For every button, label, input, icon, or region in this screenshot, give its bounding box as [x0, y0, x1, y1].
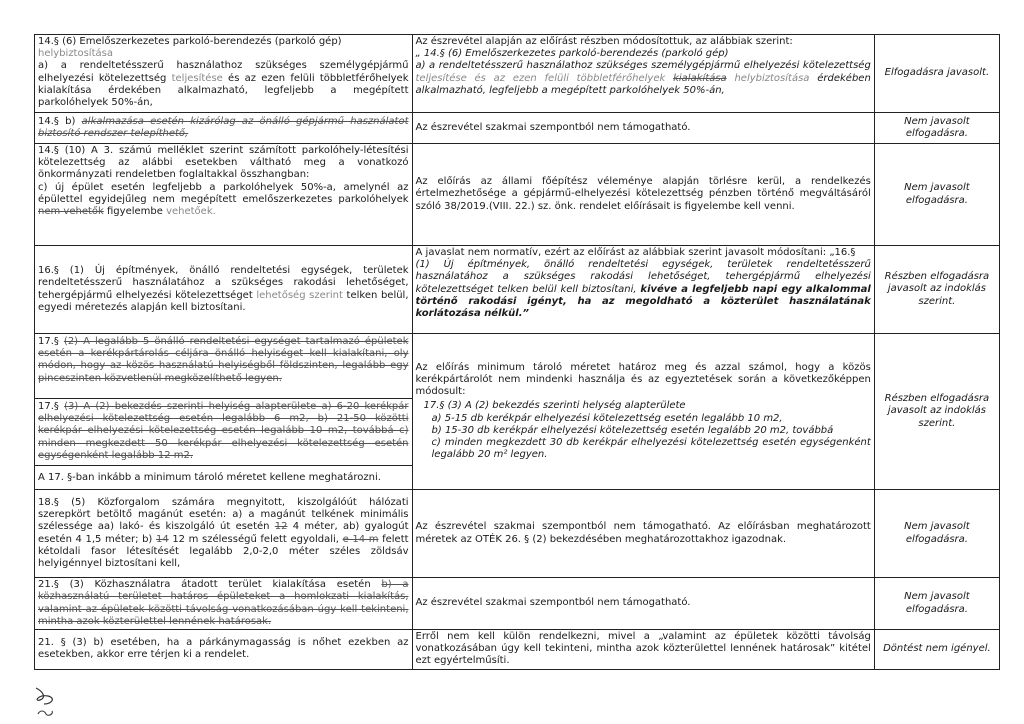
added-text: helybiztosítása: [38, 48, 113, 60]
provision-heading: 14.§ (10) A 3. számú melléklet szerint számított parkolóhely-létesítési kötelezettség az alábbi esetekben váltható meg a vonatkozó önkormányzati rendeletben foglaltakkal összhangban:: [38, 145, 409, 181]
provision-text: 4 méter, ab) gyalogút esetén 4 1,5 méter; b): [38, 521, 409, 545]
provision-text: felett kétoldali fasor létesítését legalább 2,0-2,0 méter széles zöldsáv helyigénnyel biztosítani kell,: [38, 533, 409, 569]
original-provision-cell: [35, 334, 413, 490]
response-cell: Az észrevétel szakmai szempontból nem támogatható. Az előírásban meghatározott méretek az OTÉK 26. § (2) bekezdésében meghatározottakhoz igazodnak.: [412, 490, 874, 578]
deleted-text: alkalmazása esetén kizárólag az önálló gépjármű használatot biztosító rendszer telepíthető,: [38, 115, 409, 139]
original-provision-cell: [35, 35, 413, 113]
original-provision-cell: [35, 113, 413, 144]
handwritten-signature: [30, 684, 70, 718]
deleted-text: (2) A legalább 5 önálló rendeltetési egységet tartalmazó épületek esetén a kerékpártárolás céljára önálló helyiséget kell kialakítani, oly módon, hogy az közös használatú helyiségből földszinten, legalább egy pinceszinten közvetlenül megközelíthető legyen.: [38, 336, 409, 384]
response-cell: Az előírás az állami főépítész véleménye alapján törlésre kerül, a rendelkezés értelmezhetősége a gépjármű-elhelyezési kötelezettség pénzben történő megváltásáról szóló 38/2019.(VIII. 22.) sz. önk. rendelet előírásait is figyelembe kell venni.: [412, 144, 874, 246]
original-provision-cell: 21. § (3) b) esetében, ha a párkánymagasság is nőhet ezekben az esetekben, akkor erre térjen ki a rendelet.: [35, 630, 413, 670]
comments-table: [34, 34, 1000, 670]
response-cell: Erről nem kell külön rendelkezni, mivel a „valamint az épületek közötti távolság vonatkozásában úgy kell tekinteni, mintha azok közterülettel lennének határosak” kitétel ezt egyértelműsíti.: [412, 630, 874, 670]
provision-text: figyelembe: [107, 206, 163, 218]
table-row: [35, 113, 1000, 144]
table-row: [35, 490, 1000, 578]
response-cell: Az észrevétel szakmai szempontból nem támogatható.: [412, 578, 874, 630]
sub-provision: [35, 334, 412, 399]
provision-heading: 14.§ (6) Emelőszerkezetes parkoló-berendezés (parkoló gép): [38, 36, 342, 47]
amended-heading: 17.§ (3) A (2) bekezdés szerinti helység alapterülete: [423, 400, 686, 412]
amended-item: c) minden megkezdett 30 db kerékpár elhelyezési kötelezettség esetén egységenként legalább 20 m² legyen.: [431, 436, 871, 461]
deleted-text: kialakítása: [673, 72, 727, 84]
table-row: [35, 630, 1000, 670]
response-cell: [412, 35, 874, 113]
original-provision-cell: [35, 578, 413, 630]
provision-heading: 17.§: [38, 336, 59, 347]
decision-cell: Nem javasolt elfogadásra.: [874, 144, 999, 246]
provision-text: és az ezen felüli többletférőhelyek kialakítása érdekében alkalmazható, legfeljebb a megépített parkolóhelyek 50%-án,: [38, 72, 409, 109]
decision-cell: Elfogadásra javasolt.: [874, 35, 999, 113]
amended-item: a) 5-15 db kerékpár elhelyezési kötelezettség esetén legalább 10 m2,: [431, 412, 783, 424]
provision-text: 16.§ (1) Új építmények, önálló rendeltetési egységek, területek rendeltetésszerű használatához a szükséges rakodási lehetőséget, tehergépjármű elhelyezési kötelezettséget: [38, 265, 409, 301]
added-text: teljesítése: [171, 72, 223, 84]
added-text: helybiztosítása: [734, 72, 810, 84]
provision-text: a) a rendeltetésszerű használathoz szükséges személygépjármű elhelyezési kötelezettség: [38, 60, 409, 84]
comment-text: A 17. §-ban inkább a minimum tároló méretet kellene meghatározni.: [35, 465, 412, 486]
provision-heading: 17.§: [38, 401, 59, 412]
provision-heading: 14.§ b): [38, 115, 76, 127]
inserted-clause: kivéve a legfeljebb napi egy alkalommal történő rakodási igényt, ha az megoldható a közterület használatának korlátozása nélkül.”: [415, 283, 871, 320]
amended-item: b) 15-30 db kerékpár elhelyezési kötelezettség esetén legalább 20 m2, továbbá: [431, 424, 834, 436]
amended-text: érdekében alkalmazható, legfeljebb a megépített parkolóhelyek 50%-án,: [415, 72, 871, 96]
table-row: [35, 246, 1000, 334]
decision-cell: Részben elfogadásra javasolt az indoklás szerint.: [874, 246, 999, 334]
sub-provision: [35, 399, 412, 465]
provision-text: 18.§ (5) Közforgalom számára megnyitott, kiszolgálóút hálózati szerepkört betöltő magánút esetén: a) a magánút telkének minimális szélessége aa) lakó- és kiszolgáló út esetén: [38, 496, 409, 533]
response-intro: Az észrevétel alapján az előírást részben módosítottuk, az alábbiak szerint:: [415, 36, 793, 47]
decision-cell: Nem javasolt elfogadásra.: [874, 490, 999, 578]
table-row: [35, 578, 1000, 630]
response-intro: Az előírás minimum tároló méretet határoz meg és azzal számol, hogy a közös kerékpártárolót nem mindenki használja és az egyeztetések során a következőképpen módosult:: [415, 361, 871, 398]
response-intro: A javaslat nem normatív, ezért az előírást az alábbiak szerint javasolt módosítani: „16.§: [415, 247, 856, 258]
deleted-text: b) a közhasználatú területet határos épületeket a homlokzati kialakítás, valamint az épületek közötti távolság vonatkozásában úgy kell tekinteni, mintha azok közterülettel lennének határosak.: [38, 579, 409, 627]
table-row: [35, 144, 1000, 246]
original-provision-cell: [35, 246, 413, 334]
deleted-text: (3) A (2) bekezdés szerinti helyiség alapterülete a) 6-20 kerékpár elhelyezési kötelezettség esetén legalább 6 m2, b) 21-50 közötti kerékpár elhelyezési kötelezettség esetén legalább 10 m2, továbbá c) minden megkezdett 50 kerékpár elhelyezési kötelezettség esetén egységenként legalább 12 m2.: [38, 401, 409, 461]
provision-text: c) új épület esetén legfeljebb a parkolóhelyek 50%-a, amelynél az épülettel egyidejűleg nem megépített emelőszerkezetes parkolóhelyek: [38, 181, 409, 205]
added-text: lehetőség szerint: [256, 289, 343, 301]
amended-text: a) a rendeltetésszerű használathoz szükséges személygépjármű elhelyezési kötelezettség: [415, 60, 871, 72]
deleted-text: 14: [155, 533, 169, 545]
amended-text: (1) Új építmények, önálló rendeltetési egységek, területek rendeltetésszerű használatához a szükséges rakodási lehetőséget, tehergépjármű elhelyezési kötelezettséget telken belül kell biztosítani,: [415, 259, 871, 295]
deleted-text: 12: [274, 521, 288, 533]
provision-text: telken belül, egyedi méretezés alapján kell biztosítani.: [38, 289, 409, 313]
table-row: [35, 35, 1000, 113]
decision-cell: Döntést nem igényel.: [874, 630, 999, 670]
provision-text: 12 m szélességű felett egyoldali,: [172, 533, 339, 545]
original-provision-cell: [35, 144, 413, 246]
amended-text: teljesítése és az ezen felüli többletférőhelyek: [415, 72, 666, 84]
deleted-text: e 14 m: [342, 533, 379, 545]
deleted-text: nem vehetők: [38, 206, 104, 218]
decision-cell: Nem javasolt elfogadásra.: [874, 113, 999, 144]
decision-cell: Részben elfogadásra javasolt az indoklás szerint.: [874, 334, 999, 490]
original-provision-cell: [35, 490, 413, 578]
response-cell: Az észrevétel szakmai szempontból nem támogatható.: [412, 113, 874, 144]
decision-cell: Nem javasolt elfogadásra.: [874, 578, 999, 630]
response-cell: [412, 334, 874, 490]
amended-heading: „ 14.§ (6) Emelőszerkezetes parkoló-berendezés (parkoló gép): [415, 48, 729, 60]
table-row: [35, 334, 1000, 490]
added-text: vehetőek.: [166, 206, 216, 218]
response-cell: [412, 246, 874, 334]
provision-heading: 21.§ (3) Közhasználatra átadott terület kialakítása esetén: [38, 579, 371, 591]
